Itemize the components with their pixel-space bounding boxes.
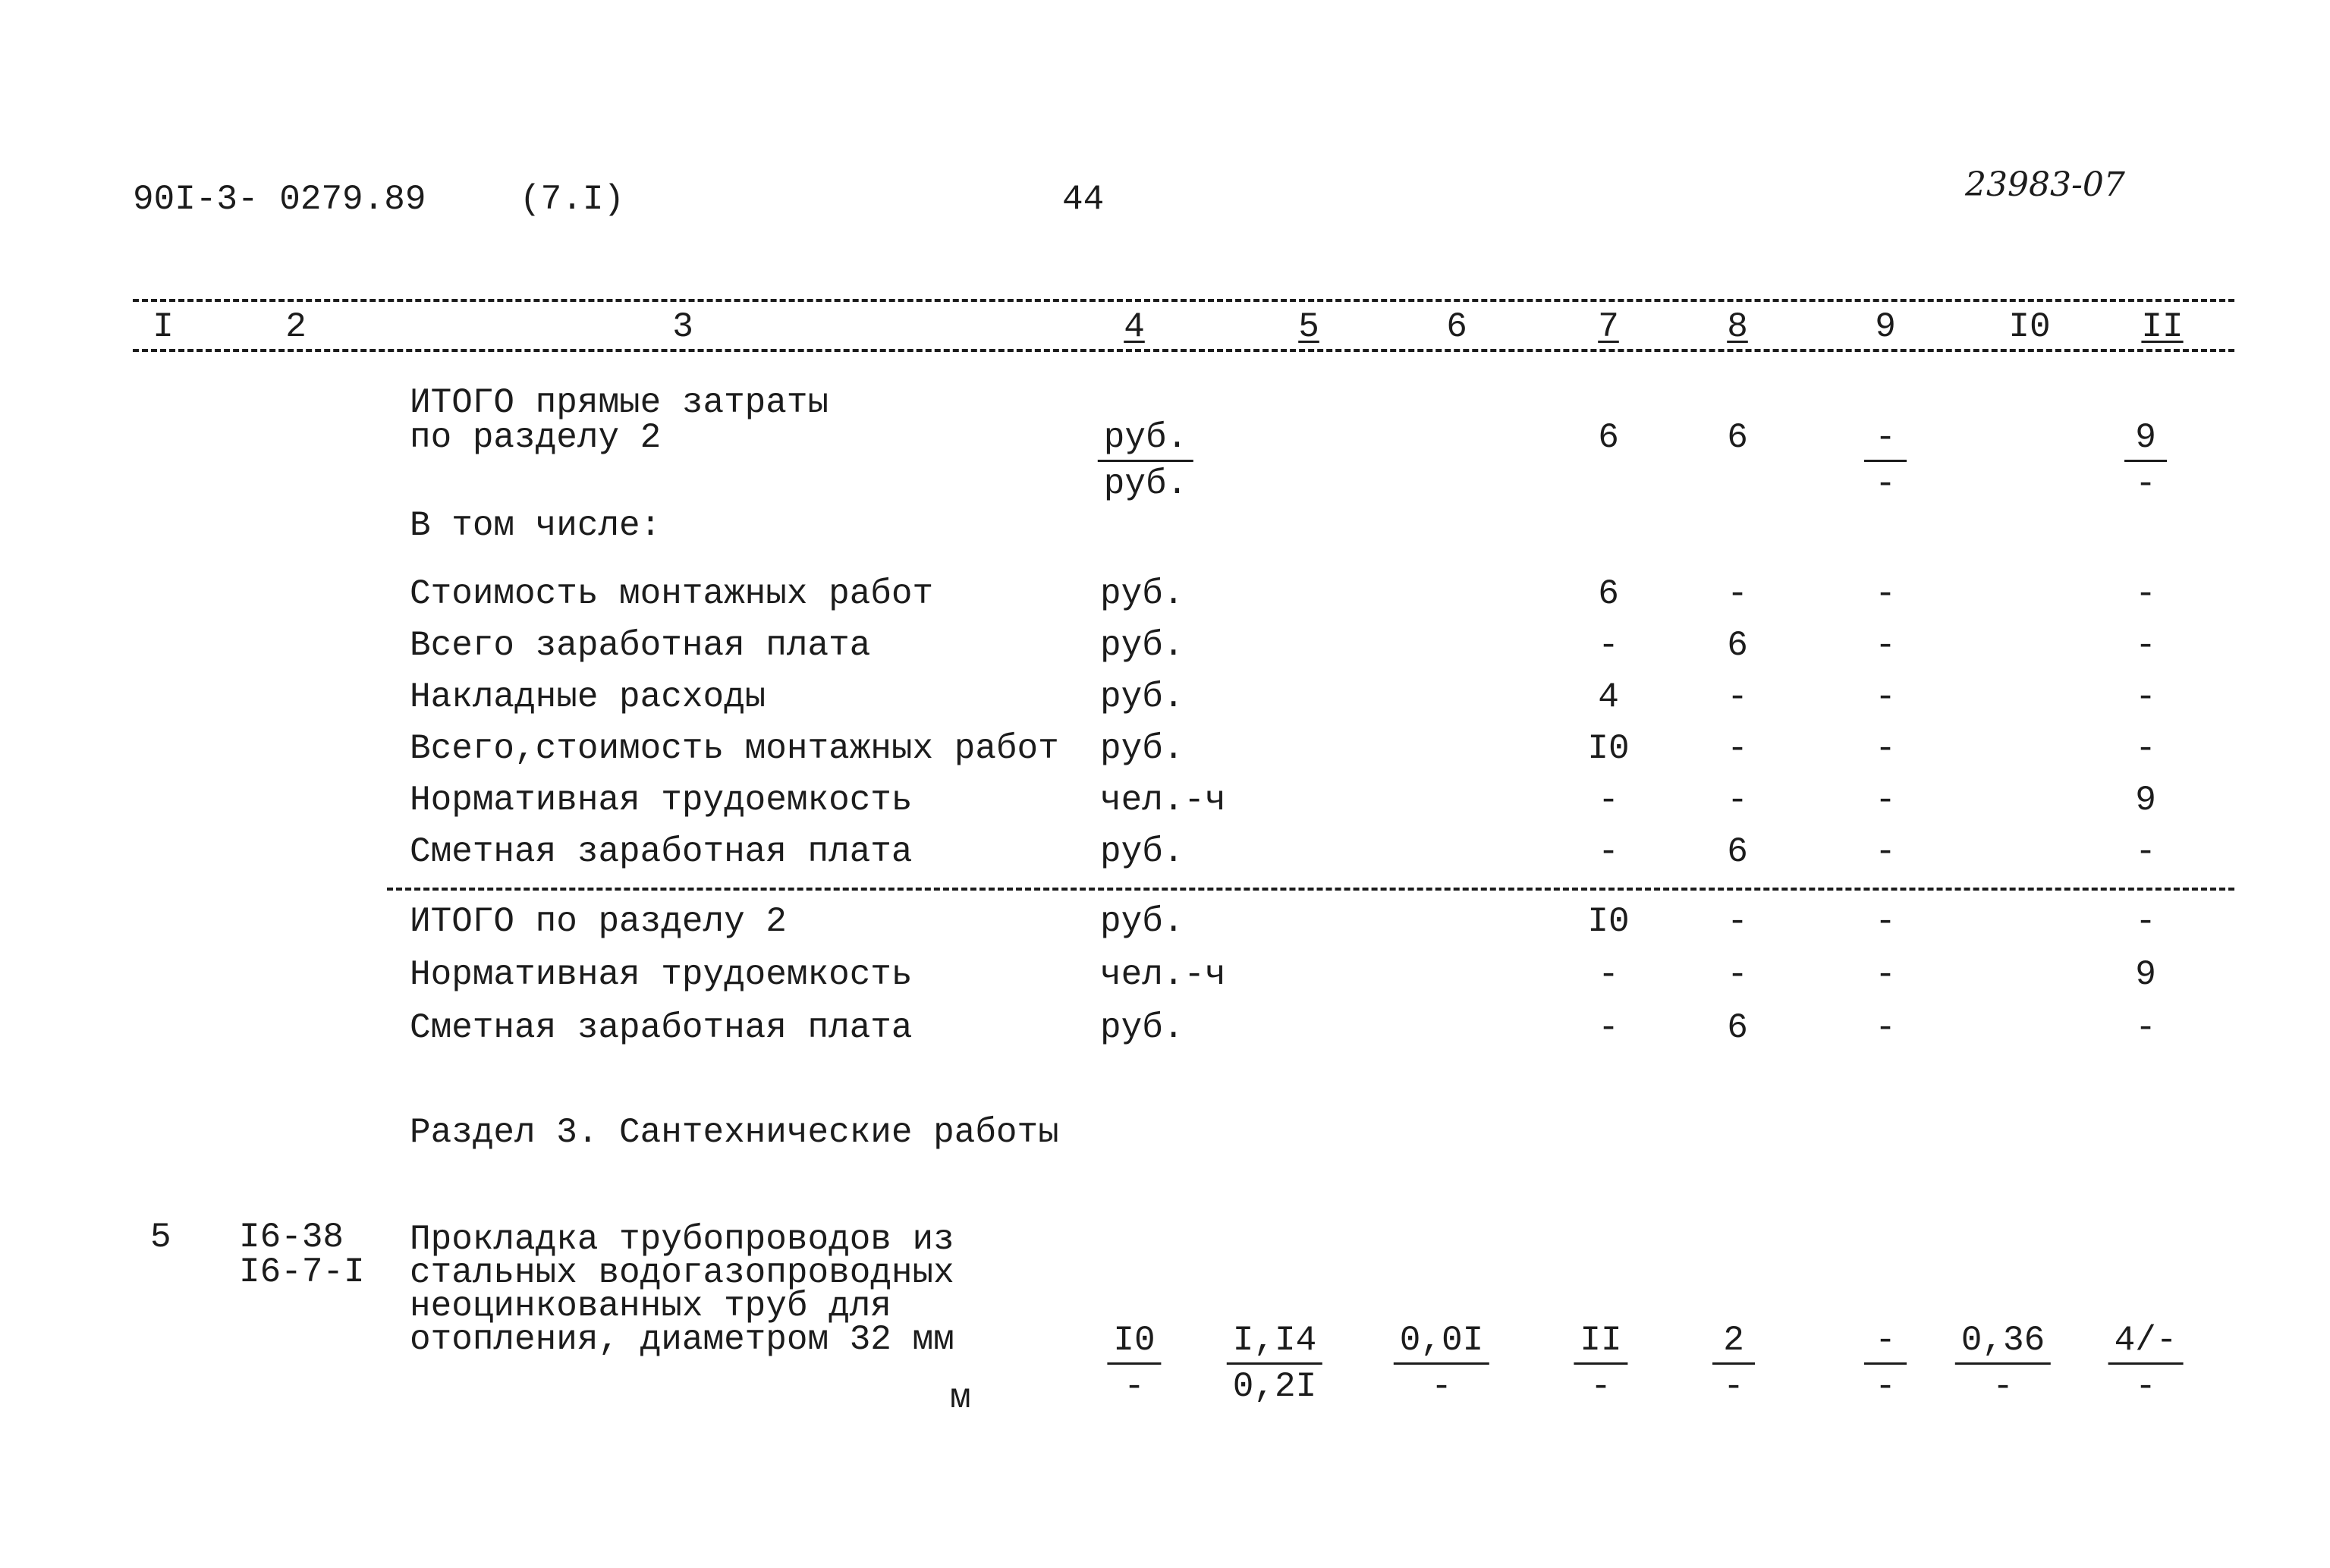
- section-total-unit: руб.: [1100, 1008, 1184, 1048]
- col-header-9: 9: [1875, 307, 1896, 347]
- col-header-1: I: [153, 307, 174, 347]
- breakdown-c11: -: [2135, 677, 2156, 717]
- item5-code1: I6-38: [239, 1218, 344, 1257]
- item5-c11: [2108, 1323, 2184, 1404]
- breakdown-label: Всего,стоимость монтажных работ: [410, 729, 1059, 768]
- section-total-label: Сметная заработная плата: [410, 1008, 913, 1048]
- total-direct-c11: [2124, 418, 2167, 504]
- section-total-label: Нормативная трудоемкость: [410, 955, 913, 995]
- section-total-label: ИТОГО по разделу 2: [410, 902, 787, 941]
- section-total-c8: -: [1727, 955, 1748, 995]
- section-total-c8: 6: [1727, 1008, 1748, 1048]
- item5-c8: [1712, 1323, 1755, 1404]
- item5-c4-den: -: [1124, 1367, 1145, 1406]
- page-number: 44: [1062, 180, 1105, 219]
- section-total-c11: 9: [2135, 955, 2156, 995]
- item5-c7: [1574, 1323, 1627, 1404]
- col-header-7: 7: [1598, 307, 1619, 347]
- total-direct-c11-den: -: [2135, 464, 2156, 504]
- section-total-c7: I0: [1587, 902, 1630, 941]
- item5-c7-den: -: [1590, 1367, 1612, 1406]
- item5-c6: [1394, 1323, 1489, 1404]
- section-total-c9: -: [1875, 902, 1896, 941]
- document-part: (7.I): [520, 180, 625, 219]
- breakdown-c11: -: [2135, 729, 2156, 768]
- breakdown-unit: чел.-ч: [1100, 781, 1226, 820]
- including-label: В том числе:: [410, 506, 662, 545]
- section-total-c9: -: [1875, 955, 1896, 995]
- item5-c10-den: -: [1992, 1367, 2014, 1406]
- col-header-8: 8: [1727, 307, 1748, 347]
- total-direct-c7: 6: [1598, 418, 1619, 457]
- breakdown-c9: -: [1875, 677, 1896, 717]
- breakdown-c8: -: [1727, 729, 1748, 768]
- col-header-2: 2: [285, 307, 307, 347]
- col-header-10: I0: [2008, 307, 2051, 347]
- section-total-c9: -: [1875, 1008, 1896, 1048]
- breakdown-c7: I0: [1587, 729, 1630, 768]
- total-direct-label-2: по разделу 2: [410, 418, 662, 457]
- item5-c5-num: I,I4: [1227, 1323, 1322, 1365]
- total-direct-unit: [1098, 418, 1193, 504]
- breakdown-unit: руб.: [1100, 729, 1184, 768]
- item5-number: 5: [150, 1218, 171, 1257]
- item5-code2: I6-7-I: [239, 1252, 365, 1292]
- breakdown-c7: -: [1598, 781, 1619, 820]
- section-total-c7: -: [1598, 955, 1619, 995]
- item5-c9-num: -: [1864, 1323, 1907, 1365]
- document-code: 90I-3- 0279.89: [133, 180, 426, 219]
- item5-c9: [1864, 1323, 1907, 1404]
- breakdown-c8: -: [1727, 677, 1748, 717]
- breakdown-c11: 9: [2135, 781, 2156, 820]
- section-total-unit: руб.: [1100, 902, 1184, 941]
- breakdown-c11: -: [2135, 626, 2156, 665]
- item5-desc-line: неоцинкованных труб для: [410, 1287, 891, 1326]
- item5-c8-den: -: [1723, 1367, 1744, 1406]
- item5-c10: [1955, 1323, 2051, 1404]
- section-total-unit: чел.-ч: [1100, 955, 1226, 995]
- item5-unit: м: [950, 1378, 971, 1418]
- breakdown-c9: -: [1875, 626, 1896, 665]
- breakdown-c7: 6: [1598, 574, 1619, 614]
- breakdown-c9: -: [1875, 729, 1896, 768]
- breakdown-c9: -: [1875, 832, 1896, 872]
- breakdown-label: Стоимость монтажных работ: [410, 574, 934, 614]
- inventory-number: 23983-07: [1965, 165, 2125, 204]
- total-direct-unit-den: руб.: [1103, 464, 1188, 504]
- item5-c5: [1227, 1323, 1322, 1404]
- breakdown-c7: -: [1598, 626, 1619, 665]
- header-top-rule: [133, 299, 2234, 302]
- total-direct-c9: [1864, 418, 1907, 504]
- item5-desc-line: стальных водогазопроводных: [410, 1253, 954, 1293]
- breakdown-c11: -: [2135, 832, 2156, 872]
- item5-c9-den: -: [1875, 1367, 1896, 1406]
- total-direct-c9-num: -: [1864, 420, 1907, 462]
- col-header-5: 5: [1298, 307, 1319, 347]
- total-direct-c8: 6: [1727, 418, 1748, 457]
- section-total-rule: [387, 888, 2234, 891]
- item5-c5-den: 0,2I: [1232, 1367, 1317, 1406]
- section3-title: Раздел 3. Сантехнические работы: [410, 1113, 1059, 1152]
- breakdown-unit: руб.: [1100, 832, 1184, 872]
- col-header-11: II: [2141, 307, 2184, 347]
- breakdown-label: Всего заработная плата: [410, 626, 871, 665]
- item5-c6-num: 0,0I: [1394, 1323, 1489, 1365]
- total-direct-unit-num: руб.: [1098, 420, 1193, 462]
- breakdown-c8: -: [1727, 574, 1748, 614]
- breakdown-label: Нормативная трудоемкость: [410, 781, 913, 820]
- breakdown-c7: 4: [1598, 677, 1619, 717]
- section-total-c8: -: [1727, 902, 1748, 941]
- breakdown-label: Сметная заработная плата: [410, 832, 913, 872]
- section-total-c11: -: [2135, 1008, 2156, 1048]
- item5-c4: [1107, 1323, 1161, 1404]
- section-total-c11: -: [2135, 902, 2156, 941]
- breakdown-c11: -: [2135, 574, 2156, 614]
- item5-desc-line: отопления, диаметром 32 мм: [410, 1320, 954, 1359]
- breakdown-c9: -: [1875, 574, 1896, 614]
- item5-c11-den: -: [2135, 1367, 2156, 1406]
- section-total-c7: -: [1598, 1008, 1619, 1048]
- breakdown-unit: руб.: [1100, 626, 1184, 665]
- item5-desc-line: Прокладка трубопроводов из: [410, 1220, 954, 1259]
- header-bottom-rule: [133, 349, 2234, 352]
- breakdown-unit: руб.: [1100, 677, 1184, 717]
- breakdown-unit: руб.: [1100, 574, 1184, 614]
- breakdown-c9: -: [1875, 781, 1896, 820]
- col-header-4: 4: [1124, 307, 1145, 347]
- col-header-3: 3: [672, 307, 693, 347]
- total-direct-c11-num: 9: [2124, 420, 2167, 462]
- item5-c8-num: 2: [1712, 1323, 1755, 1365]
- breakdown-c8: 6: [1727, 832, 1748, 872]
- breakdown-c8: -: [1727, 781, 1748, 820]
- item5-c11-num: 4/-: [2108, 1323, 2184, 1365]
- breakdown-label: Накладные расходы: [410, 677, 766, 717]
- item5-c6-den: -: [1431, 1367, 1452, 1406]
- breakdown-c7: -: [1598, 832, 1619, 872]
- total-direct-label-1: ИТОГО прямые затраты: [410, 383, 829, 423]
- breakdown-c8: 6: [1727, 626, 1748, 665]
- item5-c7-num: II: [1574, 1323, 1627, 1365]
- total-direct-c9-den: -: [1875, 464, 1896, 504]
- col-header-6: 6: [1446, 307, 1467, 347]
- item5-c10-num: 0,36: [1955, 1323, 2051, 1365]
- item5-c4-num: I0: [1107, 1323, 1161, 1365]
